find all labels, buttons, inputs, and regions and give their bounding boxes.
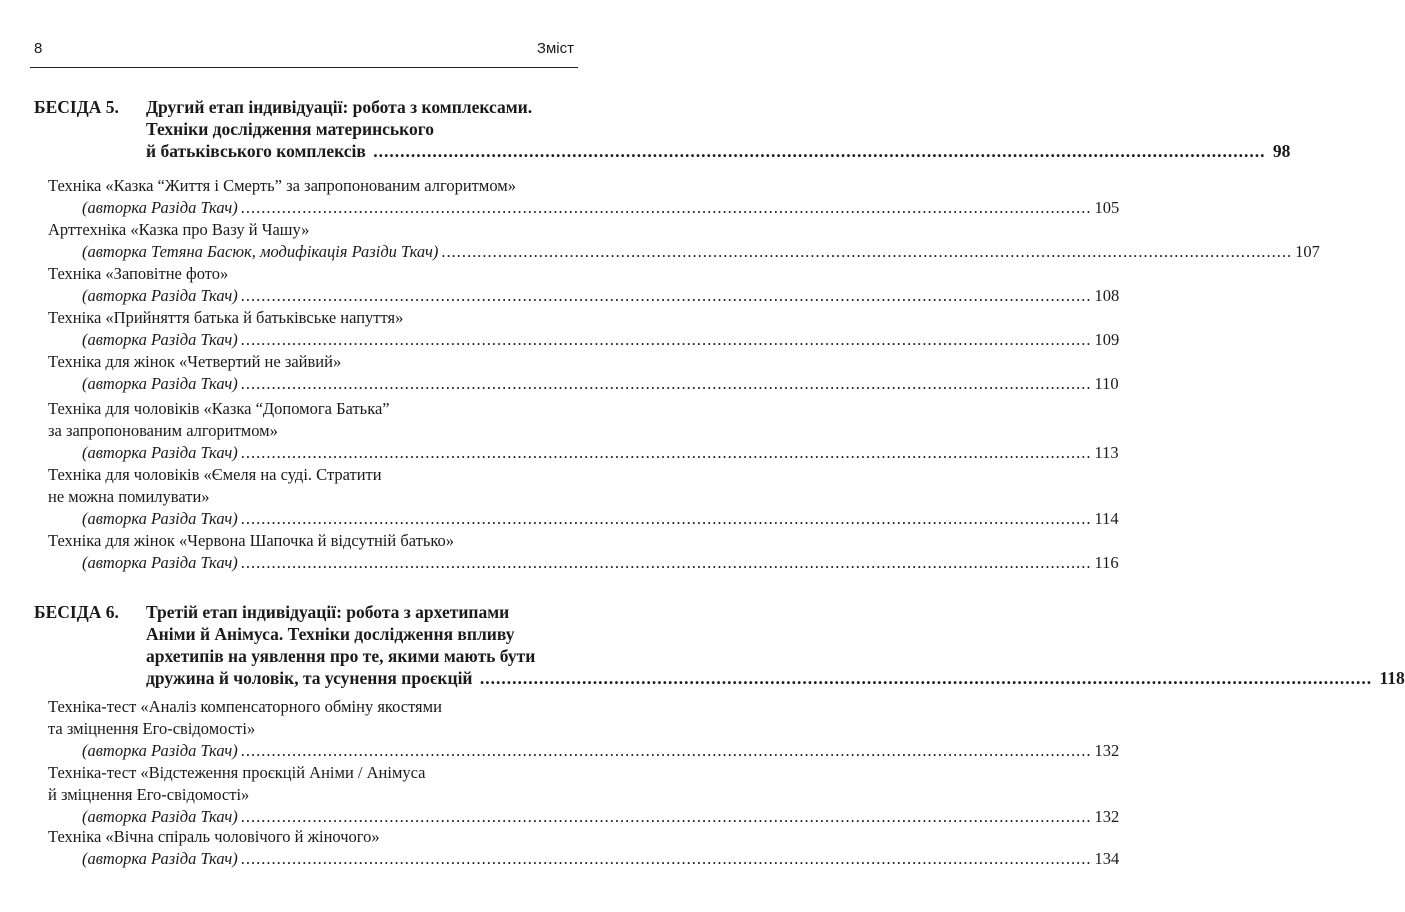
- toc-entry: [48, 398, 1119, 464]
- entry-title: Техніка для чоловіків «Казка “Допомога Батька”: [48, 399, 390, 418]
- section-title-line: архетипів на уявлення про те, якими мають бути: [146, 646, 536, 666]
- entry-author: (авторка Разіда Ткач): [82, 286, 238, 305]
- entry-author: (авторка Тетяна Басюк, модифікація Разіди Ткач): [82, 242, 439, 261]
- entry-title: Техніка для жінок «Четвертий не зайвий»: [48, 352, 342, 371]
- toc-entry: [48, 307, 1120, 351]
- entry-page-number: 105: [1094, 198, 1120, 217]
- entry-title: Арттехніка «Казка про Вазу й Чашу»: [48, 220, 310, 239]
- dot-leader: [480, 668, 1372, 688]
- entry-title: Техніка «Заповітне фото»: [48, 264, 229, 283]
- section-title-line: Техніки дослідження материнського: [146, 119, 435, 139]
- running-section-title: Зміст: [536, 40, 574, 57]
- toc-entry: [48, 696, 1120, 762]
- section-title-line: Третій етап індивідуації: робота з архетипами: [146, 602, 510, 622]
- dot-leader: [241, 330, 1092, 349]
- entry-title: Техніка-тест «Аналіз компенсаторного обміну якостями: [48, 697, 442, 716]
- section-title-line: Другий етап індивідуації: робота з комплексами.: [146, 97, 533, 117]
- entry-title: Техніка для чоловіків «Ємеля на суді. Стратити: [48, 465, 382, 484]
- toc-entry: [48, 219, 1320, 263]
- entry-page-number: 109: [1094, 330, 1120, 349]
- entry-title: не можна помилувати»: [48, 487, 210, 506]
- entry-title: та зміцнення Его-свідомості»: [48, 719, 256, 738]
- dot-leader: [241, 509, 1092, 528]
- entry-author: (авторка Разіда Ткач): [82, 553, 238, 572]
- entry-page-number: 114: [1094, 509, 1119, 528]
- toc-entry: [48, 464, 1119, 530]
- entry-page-number: 132: [1094, 807, 1120, 826]
- entry-author: (авторка Разіда Ткач): [82, 741, 238, 760]
- running-header: [34, 40, 574, 62]
- dot-leader: [241, 286, 1092, 305]
- entry-author: (авторка Разіда Ткач): [82, 443, 238, 462]
- dot-leader: [241, 198, 1092, 217]
- entry-title: Техніка «Прийняття батька й батьківське напуття»: [48, 308, 404, 327]
- entry-page-number: 110: [1094, 374, 1119, 393]
- toc-entry: [48, 175, 1120, 219]
- entry-page-number: 116: [1094, 553, 1119, 572]
- dot-leader: [241, 849, 1092, 868]
- section-label: БЕСІДА 6.: [34, 602, 119, 622]
- dot-leader: [441, 242, 1292, 261]
- header-rule: [30, 67, 578, 68]
- section-title-line: Аніми й Анімуса. Техніки дослідження впливу: [146, 624, 515, 644]
- entry-title: й зміцнення Его-свідомості»: [48, 785, 250, 804]
- entry-title: Техніка-тест «Відстеження проєкцій Аніми / Анімуса: [48, 763, 426, 782]
- dot-leader: [241, 807, 1092, 826]
- entry-page-number: 107: [1295, 242, 1320, 261]
- section-page-number: 118: [1379, 668, 1405, 688]
- entry-title: за запропонованим алгоритмом»: [48, 421, 278, 440]
- toc-entry: [48, 826, 1120, 870]
- dot-leader: [241, 443, 1092, 462]
- toc-entry: [48, 762, 1120, 828]
- entry-author: (авторка Разіда Ткач): [82, 807, 238, 826]
- entry-author: (авторка Разіда Ткач): [82, 198, 238, 217]
- entry-page-number: 134: [1094, 849, 1120, 868]
- dot-leader: [241, 741, 1092, 760]
- toc-entry: [48, 263, 1120, 307]
- dot-leader: [241, 374, 1092, 393]
- entry-author: (авторка Разіда Ткач): [82, 849, 238, 868]
- entry-title: Техніка «Казка “Життя і Смерть” за запропонованим алгоритмом»: [48, 176, 516, 195]
- section-heading-5: [34, 96, 1291, 162]
- entry-page-number: 113: [1094, 443, 1119, 462]
- section-title-line: й батьківського комплексів: [146, 141, 366, 161]
- entry-author: (авторка Разіда Ткач): [82, 509, 238, 528]
- section-title-line: дружина й чоловік, та усунення проєкцій: [146, 668, 473, 688]
- page-number: 8: [34, 40, 43, 57]
- section-label: БЕСІДА 5.: [34, 97, 119, 117]
- entry-title: Техніка «Вічна спіраль чоловічого й жіночого»: [48, 827, 380, 846]
- entry-author: (авторка Разіда Ткач): [82, 374, 238, 393]
- entry-page-number: 108: [1094, 286, 1120, 305]
- section-heading-6: [34, 601, 1405, 689]
- toc-entry: [48, 530, 1119, 574]
- section-page-number: 98: [1272, 141, 1291, 161]
- entry-page-number: 132: [1094, 741, 1120, 760]
- entry-title: Техніка для жінок «Червона Шапочка й відсутній батько»: [48, 531, 455, 550]
- toc-entry: [48, 351, 1119, 395]
- entry-author: (авторка Разіда Ткач): [82, 330, 238, 349]
- dot-leader: [373, 141, 1265, 161]
- dot-leader: [241, 553, 1092, 572]
